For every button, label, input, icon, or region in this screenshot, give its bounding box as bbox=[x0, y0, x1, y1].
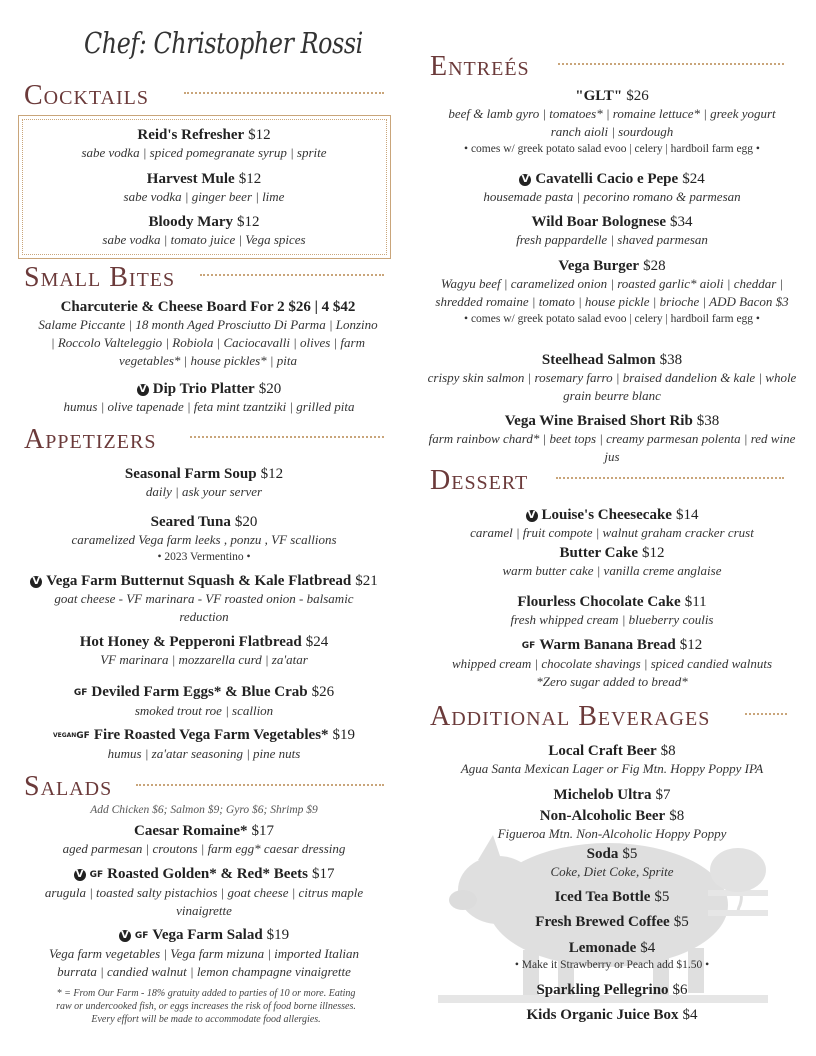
item-name: Vega Farm Salad bbox=[152, 927, 263, 943]
item-name: Roasted Golden* & Red* Beets bbox=[107, 866, 308, 882]
item-name: Dip Trio Platter bbox=[152, 381, 255, 397]
item-name: Fresh Brewed Coffee bbox=[535, 914, 670, 930]
item-note: • comes w/ greek potato salad evoo | celery | hardboil farm egg • bbox=[464, 143, 760, 155]
gluten-free-badge-icon: GF bbox=[73, 688, 88, 698]
item-price: $17 bbox=[311, 866, 335, 882]
item-name: Butter Cake bbox=[559, 545, 638, 561]
section-divider bbox=[190, 436, 384, 438]
menu-item-cocktail bbox=[28, 213, 380, 249]
item-description-note: *Zero sugar added to bread* bbox=[536, 674, 688, 689]
item-name: Seasonal Farm Soup bbox=[124, 466, 257, 482]
section-title-dessert: Dessert bbox=[430, 465, 529, 496]
item-price: $26 bbox=[626, 88, 649, 104]
item-description: crispy skin salmon | rosemary farro | braised dandelion & kale | whole grain beurre blanc bbox=[427, 370, 797, 403]
item-description: humus | za'atar seasoning | pine nuts bbox=[107, 746, 301, 761]
menu-item-beverage bbox=[426, 742, 798, 778]
vegetarian-badge-icon: V bbox=[526, 510, 538, 522]
menu-item-salad bbox=[28, 926, 380, 981]
menu-item-appetizer bbox=[28, 465, 380, 501]
item-price: $20 bbox=[258, 381, 282, 397]
vegetarian-badge-icon: V bbox=[137, 384, 149, 396]
menu-item-beverage bbox=[426, 786, 798, 804]
menu-item-beverage bbox=[426, 913, 798, 931]
gluten-free-badge-icon: GF bbox=[89, 870, 104, 880]
item-name: Louise's Cheesecake bbox=[541, 507, 672, 523]
menu-item-small-bite bbox=[38, 298, 378, 370]
item-description: Salame Piccante | 18 month Aged Prosciutto Di Parma | Lonzino | Roccolo Valteleggio | Robiola | Caciocavalli | olives | farm vegetables* | house pickles* | pita bbox=[38, 317, 378, 368]
item-price: $5 bbox=[673, 914, 689, 930]
item-price: $5 bbox=[622, 846, 638, 862]
item-description: smoked trout roe | scallion bbox=[134, 703, 274, 718]
menu-item-beverage bbox=[426, 807, 798, 843]
item-price: $28 bbox=[643, 258, 666, 274]
footnote: * = From Our Farm - 18% gratuity added to parties of 10 or more. Eating raw or undercooked fish, or eggs increases the risk of food borne illnesses. Every effort will be made to accommodate food allergies. bbox=[56, 988, 356, 1025]
item-price: $38 bbox=[659, 352, 683, 368]
section-title-appetizers: Appetizers bbox=[24, 424, 157, 455]
item-price: $24 bbox=[305, 634, 329, 650]
item-description: farm rainbow chard* | beet tops | creamy parmesan polenta | red wine jus bbox=[428, 431, 796, 464]
menu-item-entree bbox=[426, 351, 798, 405]
gluten-free-badge-icon: GF bbox=[521, 641, 536, 651]
item-price: $19 bbox=[266, 927, 290, 943]
item-name: Vega Burger bbox=[558, 258, 640, 274]
menu-item-salad bbox=[28, 865, 380, 920]
item-name: Vega Farm Butternut Squash & Kale Flatbread bbox=[46, 573, 352, 589]
section-divider bbox=[558, 63, 784, 65]
item-name: Sparkling Pellegrino bbox=[536, 982, 669, 998]
menu-item-beverage bbox=[426, 939, 798, 973]
item-name: Seared Tuna bbox=[150, 514, 231, 530]
vegetarian-badge-icon: V bbox=[74, 869, 86, 881]
item-name: Local Craft Beer bbox=[548, 743, 657, 759]
item-name: Lemonade bbox=[568, 940, 637, 956]
item-name: Steelhead Salmon bbox=[541, 352, 656, 368]
item-price: $12 bbox=[260, 466, 284, 482]
item-price: $26 bbox=[311, 684, 335, 700]
item-description: humus | olive tapenade | feta mint tzantziki | grilled pita bbox=[63, 399, 355, 414]
section-title-salads: Salads bbox=[24, 771, 113, 802]
item-price: $12 bbox=[237, 214, 260, 230]
item-name: Bloody Mary bbox=[148, 214, 234, 230]
menu-item-appetizer bbox=[28, 726, 380, 763]
menu-item-beverage bbox=[426, 888, 798, 906]
item-description: daily | ask your server bbox=[145, 484, 263, 499]
section-title-cocktails: Cocktails bbox=[24, 80, 149, 111]
item-description: aged parmesan | croutons | farm egg* caesar dressing bbox=[62, 841, 346, 856]
item-description: fresh pappardelle | shaved parmesan bbox=[516, 232, 708, 247]
item-description: Agua Santa Mexican Lager or Fig Mtn. Hoppy Poppy IPA bbox=[460, 761, 764, 776]
item-description: VF marinara | mozzarella curd | za'atar bbox=[100, 652, 308, 667]
item-price: $34 bbox=[669, 214, 693, 230]
item-description: whipped cream | chocolate shavings | spiced candied walnuts bbox=[451, 656, 773, 671]
item-name: "GLT" bbox=[575, 88, 623, 104]
section-title-additional-beverages: Additional Beverages bbox=[430, 701, 711, 732]
item-name: Hot Honey & Pepperoni Flatbread bbox=[79, 634, 302, 650]
item-name: Iced Tea Bottle bbox=[554, 889, 651, 905]
item-price: $12 bbox=[679, 637, 703, 653]
vegetarian-badge-icon: V bbox=[519, 174, 531, 186]
item-description: caramel | fruit compote | walnut graham cracker crust bbox=[470, 525, 754, 540]
item-description: caramelized Vega farm leeks , ponzu , VF scallions bbox=[71, 532, 337, 547]
item-name: Flourless Chocolate Cake bbox=[517, 594, 681, 610]
item-name: Caesar Romaine* bbox=[134, 823, 248, 839]
menu-item-dessert bbox=[426, 593, 798, 629]
menu-item-beverage bbox=[426, 1006, 798, 1024]
menu-item-cocktail bbox=[28, 170, 380, 206]
item-name: Vega Wine Braised Short Rib bbox=[504, 413, 693, 429]
menu-item-entree bbox=[426, 257, 798, 327]
item-description: beef & lamb gyro | tomatoes* | romaine lettuce* | greek yogurt ranch aioli | sourdough bbox=[448, 106, 776, 139]
item-price: $24 bbox=[682, 171, 705, 187]
salad-addons bbox=[28, 801, 380, 819]
item-name: Fire Roasted Vega Farm Vegetables* bbox=[93, 727, 329, 743]
menu-item-entree bbox=[426, 412, 798, 466]
item-price: $8 bbox=[660, 743, 676, 759]
item-name: Harvest Mule bbox=[146, 171, 235, 187]
item-name: Non-Alcoholic Beer bbox=[539, 808, 666, 824]
vegan-badge-icon: VEGAN bbox=[52, 732, 77, 739]
menu-item-entree bbox=[426, 87, 798, 157]
section-divider bbox=[745, 713, 787, 715]
menu-item-dessert bbox=[426, 506, 798, 542]
menu-item-salad bbox=[28, 822, 380, 858]
item-price: $19 bbox=[332, 727, 356, 743]
menu-item-entree bbox=[426, 213, 798, 249]
item-name: Warm Banana Bread bbox=[539, 637, 676, 653]
item-description: Coke, Diet Coke, Sprite bbox=[550, 864, 674, 879]
menu-item-appetizer bbox=[28, 633, 380, 669]
item-note: • 2023 Vermentino • bbox=[157, 551, 251, 563]
item-description: arugula | toasted salty pistachios | goat cheese | citrus maple vinaigrette bbox=[44, 885, 364, 918]
item-description: sabe vodka | spiced pomegranate syrup | sprite bbox=[81, 145, 327, 160]
menu-item-dessert bbox=[426, 636, 798, 691]
item-name: Deviled Farm Eggs* & Blue Crab bbox=[91, 684, 308, 700]
item-price: $17 bbox=[251, 823, 274, 839]
salad-addons-text: Add Chicken $6; Salmon $9; Gyro $6; Shrimp $9 bbox=[90, 804, 318, 816]
section-divider bbox=[200, 274, 384, 276]
menu-item-beverage bbox=[426, 981, 798, 999]
item-name: Wild Boar Bolognese bbox=[531, 214, 666, 230]
item-description: fresh whipped cream | blueberry coulis bbox=[510, 612, 714, 627]
vegetarian-badge-icon: V bbox=[119, 930, 131, 942]
section-title-small-bites: Small Bites bbox=[24, 262, 176, 293]
item-price: $4 bbox=[682, 1007, 698, 1023]
item-name: Charcuterie & Cheese Board For 2 $26 | 4 $42 bbox=[60, 299, 356, 315]
item-note: • Make it Strawberry or Peach add $1.50 • bbox=[514, 959, 710, 971]
item-description: Figueroa Mtn. Non-Alcoholic Hoppy Poppy bbox=[497, 826, 727, 841]
item-price: $8 bbox=[669, 808, 685, 824]
gluten-free-badge-icon: GF bbox=[134, 931, 149, 941]
item-price: $4 bbox=[640, 940, 656, 956]
section-divider bbox=[556, 477, 784, 479]
item-name: Cavatelli Cacio e Pepe bbox=[535, 171, 679, 187]
menu-item-appetizer bbox=[28, 683, 380, 720]
item-name: Soda bbox=[586, 846, 619, 862]
item-price: $7 bbox=[655, 787, 671, 803]
menu-item-cocktail bbox=[28, 126, 380, 162]
gluten-free-badge-icon: GF bbox=[76, 731, 90, 741]
item-price: $6 bbox=[672, 982, 688, 998]
menu-item-appetizer bbox=[18, 572, 390, 626]
item-description: Vega farm vegetables | Vega farm mizuna | imported Italian burrata | candied walnut | lemon champagne vinaigrette bbox=[48, 946, 360, 979]
item-description: sabe vodka | ginger beer | lime bbox=[123, 189, 285, 204]
menu-item-appetizer bbox=[28, 513, 380, 565]
menu-item-entree bbox=[426, 170, 798, 206]
item-name: Reid's Refresher bbox=[137, 127, 245, 143]
section-divider bbox=[136, 784, 384, 786]
menu-item-beverage bbox=[426, 845, 798, 881]
item-price: $14 bbox=[675, 507, 699, 523]
item-description: housemade pasta | pecorino romano & parmesan bbox=[483, 189, 741, 204]
item-name: Kids Organic Juice Box bbox=[526, 1007, 679, 1023]
menu-item-dessert bbox=[426, 544, 798, 580]
menu-item-small-bite bbox=[28, 380, 390, 416]
item-description: Wagyu beef | caramelized onion | roasted garlic* aioli | cheddar | shredded romaine | tomato | house pickle | brioche | ADD Bacon $3 bbox=[435, 276, 789, 309]
section-title-entrees: Entreés bbox=[430, 51, 530, 82]
item-note: • comes w/ greek potato salad evoo | celery | hardboil farm egg • bbox=[464, 313, 760, 325]
item-price: $12 bbox=[641, 545, 665, 561]
item-price: $12 bbox=[248, 127, 271, 143]
section-divider bbox=[184, 92, 384, 94]
item-price: $21 bbox=[355, 573, 378, 589]
item-description: sabe vodka | tomato juice | Vega spices bbox=[102, 232, 306, 247]
item-price: $11 bbox=[684, 594, 707, 610]
item-name: Michelob Ultra bbox=[553, 787, 652, 803]
item-price: $38 bbox=[696, 413, 720, 429]
item-price: $20 bbox=[234, 514, 258, 530]
item-description: warm butter cake | vanilla creme anglaise bbox=[502, 563, 722, 578]
vegetarian-badge-icon: V bbox=[30, 576, 42, 588]
item-description: goat cheese - VF marinara - VF roasted onion - balsamic reduction bbox=[54, 591, 354, 624]
item-price: $12 bbox=[238, 171, 262, 187]
item-price: $5 bbox=[654, 889, 670, 905]
chef-name: Chef: Christopher Rossi bbox=[84, 26, 363, 60]
